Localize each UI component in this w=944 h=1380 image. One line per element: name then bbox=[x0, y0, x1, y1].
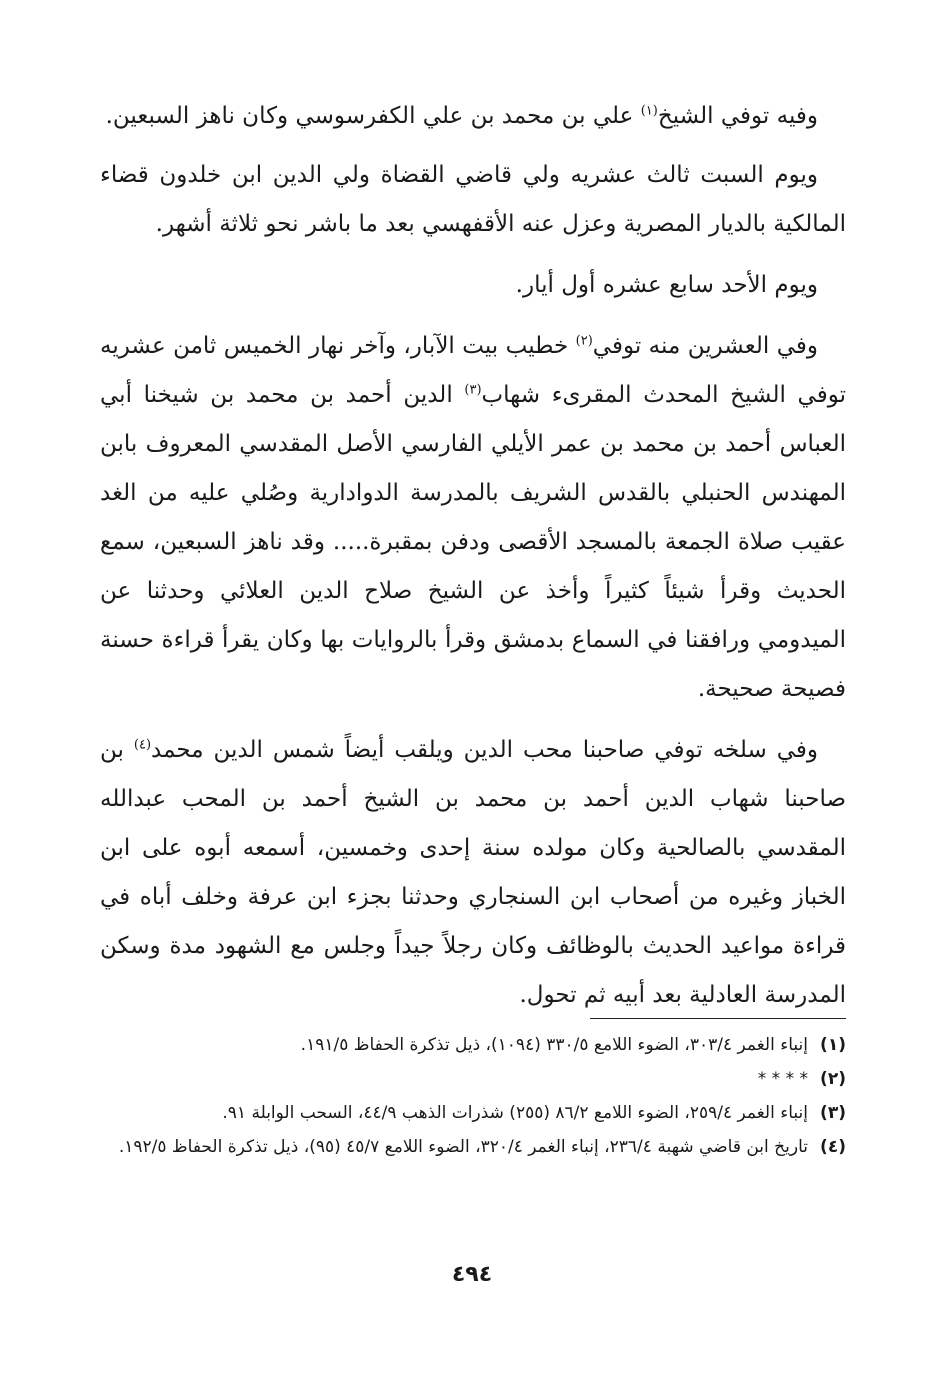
footnote-ref-3[interactable]: (٣) bbox=[464, 382, 482, 398]
footnote-1 bbox=[100, 1030, 846, 1060]
paragraph-text: خطيب بيت الآبار، وآخر نهار الخميس ثامن عشريه توفي الشيخ المحدث المقرىء شهاب bbox=[100, 333, 846, 408]
footnote-text: إنباء الغمر ٣٠٣/٤، الضوء اللامع ٣٣٠/٥ (١٠٩٤)، ذيل تذكرة الحفاظ ١٩١/٥. bbox=[300, 1035, 808, 1055]
main-text bbox=[100, 92, 846, 1032]
paragraph-text: ويوم السبت ثالث عشريه ولي قاضي القضاة ولي الدين ابن خلدون قضاء المالكية بالديار المصرية وعزل عنه الأقفهسي بعد ما باشر نحو ثلاثة أشهر. bbox=[100, 162, 846, 237]
paragraph-text: وفي سلخه توفي صاحبنا محب الدين ويلقب أيضاً شمس الدين محمد bbox=[151, 737, 818, 763]
footnote-text: * * * * bbox=[757, 1069, 808, 1089]
footnote-2 bbox=[100, 1064, 846, 1094]
footnote-3 bbox=[100, 1098, 846, 1128]
footnote-number: (١) bbox=[820, 1035, 846, 1055]
paragraph-text: وفي العشرين منه توفي bbox=[592, 333, 819, 359]
paragraph-text: وفيه توفي الشيخ bbox=[657, 103, 818, 129]
footnote-number: (٣) bbox=[820, 1103, 846, 1123]
footnote-4 bbox=[100, 1132, 846, 1162]
paragraph-text: ويوم الأحد سابع عشره أول أيار. bbox=[515, 272, 818, 298]
paragraph-4 bbox=[100, 322, 846, 714]
footnote-ref-2[interactable]: (٢) bbox=[575, 333, 593, 349]
paragraph-3 bbox=[100, 261, 846, 310]
footnote-divider bbox=[590, 1018, 846, 1019]
paragraph-5 bbox=[100, 726, 846, 1020]
paragraph-text: الدين أحمد بن محمد بن شيخنا أبي العباس أحمد بن محمد بن عمر الأيلي الفارسي الأصل المقدسي المعروف بابن المهندس الحنبلي بالقدس الشريف بالمدرسة الدوادارية وصُلي عليه من الغد عقيب صلاة الجمعة بالمسجد الأقصى ودفن بمقبرة..... وقد ناهز السبعين، سمع الحديث وقرأ شيئاً كثيراً وأخذ عن الشيخ صلاح الدين العلائي وحدثنا عن الميدومي ورافقنا في السماع بدمشق وقرأ بالروايات بها وكان يقرأ قراءة حسنة فصيحة صحيحة. bbox=[100, 382, 846, 702]
paragraph-1 bbox=[100, 92, 846, 141]
paragraph-text: علي بن محمد بن علي الكفرسوسي وكان ناهز السبعين. bbox=[105, 103, 641, 129]
footnote-ref-1[interactable]: (١) bbox=[640, 103, 658, 119]
paragraph-text: بن صاحبنا شهاب الدين أحمد بن محمد بن الشيخ أحمد بن المحب عبدالله المقدسي بالصالحية وكان مولده سنة إحدى وخمسين، أسمعه أبوه على ابن الخباز وغيره من أصحاب ابن السنجاري وحدثنا بجزء ابن عرفة وخلف أباه في قراءة مواعيد الحديث بالوظائف وكان رجلاً جيداً وجلس مع الشهود مدة وسكن المدرسة العادلية بعد أبيه ثم تحول. bbox=[100, 737, 846, 1008]
footnote-text: إنباء الغمر ٢٥٩/٤، الضوء اللامع ٨٦/٢ (٢٥٥) شذرات الذهب ٤٤/٩، السحب الوابلة ٩١. bbox=[222, 1103, 808, 1123]
footnote-text: تاريخ ابن قاضي شهبة ٢٣٦/٤، إنباء الغمر ٣٢٠/٤، الضوء اللامع ٤٥/٧ (٩٥)، ذيل تذكرة الحفاظ ١٩٢/٥. bbox=[118, 1137, 808, 1157]
paragraph-2 bbox=[100, 151, 846, 249]
footnotes bbox=[100, 1030, 846, 1166]
footnote-number: (٢) bbox=[820, 1069, 846, 1089]
footnote-number: (٤) bbox=[820, 1137, 846, 1157]
footnote-ref-4[interactable]: (٤) bbox=[133, 737, 152, 753]
page-number: ٤٩٤ bbox=[451, 1262, 493, 1287]
